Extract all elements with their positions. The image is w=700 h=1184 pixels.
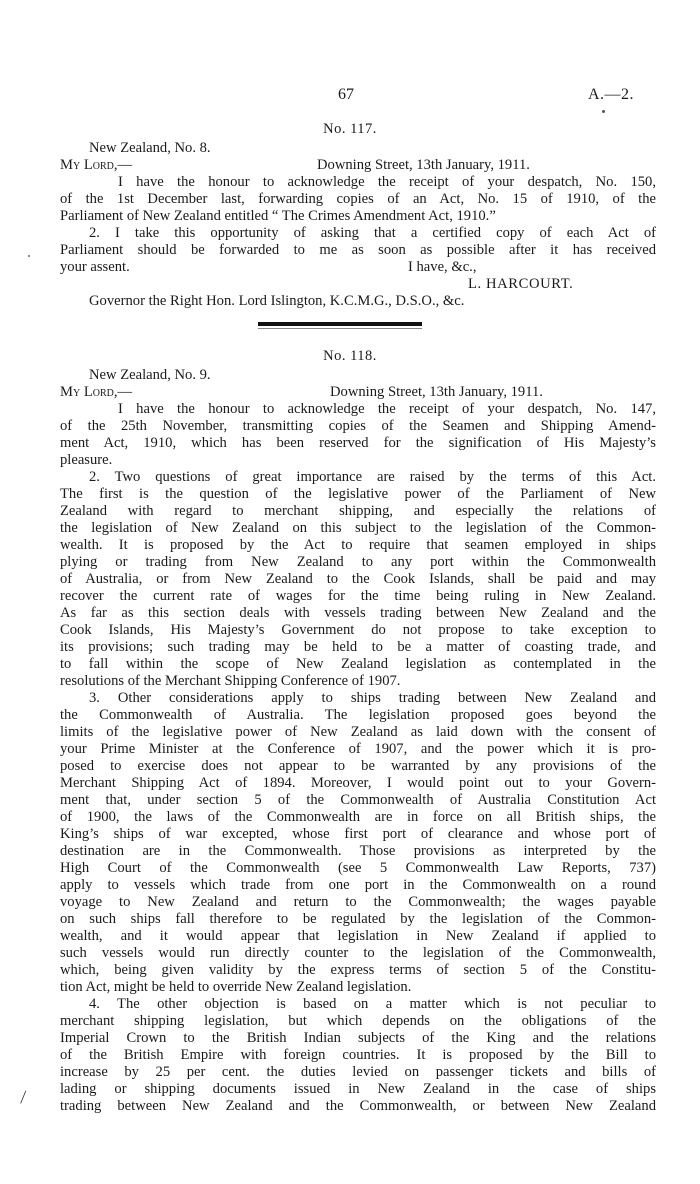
body-line: posed to exercise does not appear to be warranted by any provisions of the (60, 758, 656, 774)
body-line: plying or trading from New Zealand to any port within the Commonwealth (60, 554, 656, 570)
body-line: of the 25th November, transmitting copies of the Seamen and Shipping Amend- (60, 418, 656, 434)
body-line: High Court of the Commonwealth (see 5 Commonwealth Law Reports, 737) (60, 860, 656, 876)
body-line: King’s ships of war excepted, whose first port of clearance and whose port of (60, 826, 656, 842)
body-line: of 1900, the laws of the Commonwealth are in force on all British ships, the (60, 809, 656, 825)
ink-speck (28, 255, 30, 257)
body-line: limits of the legislative power of New Zealand as laid down with the consent of (60, 724, 656, 740)
body-line: Merchant Shipping Act of 1894. Moreover, I would point out to your Govern- (60, 775, 656, 791)
body-line: recover the current rate of wages for the time being ruling in New Zealand. (60, 588, 656, 604)
body-line: I have the honour to acknowledge the receipt of your despatch, No. 147, (118, 401, 656, 417)
body-line: As far as this section deals with vessels trading between New Zealand and the (60, 605, 656, 621)
body-line: 3. Other considerations apply to ships trading between New Zealand and (89, 690, 656, 706)
body-line: destination are in the Commonwealth. Those provisions as interpreted by the (60, 843, 656, 859)
page-header (0, 86, 700, 106)
body-line: which, being given validity by the express terms of section 5 of the Constitu- (60, 962, 656, 978)
addressee-line: Governor the Right Hon. Lord Islington, K.C.M.G., D.S.O., &c. (89, 293, 465, 309)
salutation: My Lord,— (60, 157, 133, 173)
body-line: of the British Empire with foreign countries. It is proposed by the Bill to (60, 1047, 656, 1063)
body-line: 2. Two questions of great importance are raised by the terms of this Act. (89, 469, 656, 485)
body-line: Parliament of New Zealand entitled “ The Crimes Amendment Act, 1910.” (60, 208, 496, 224)
recipient-line: New Zealand, No. 9. (89, 367, 211, 383)
body-line: Zealand with regard to merchant shipping, and especially the relations of (60, 503, 656, 519)
body-line: trading between New Zealand and the Commonwealth, or between New Zealand (60, 1098, 656, 1114)
body-line: such vessels would run directly counter to the legislation of the Commonwealth, (60, 945, 656, 961)
body-line: Parliament should be forwarded to me as soon as possible after it has received (60, 242, 656, 258)
margin-pencil-mark: ⟋ (16, 1089, 31, 1108)
closing-line: I have, &c., (408, 259, 477, 275)
body-line: lading or shipping documents issued in New Zealand in the case of ships (60, 1081, 656, 1097)
body-line: voyage to New Zealand and return to the Commonwealth; the wages payable (60, 894, 656, 910)
body-line: increase by 25 per cent. the duties levied on passenger tickets and bills of (60, 1064, 656, 1080)
body-line: tion Act, might be held to override New Zealand legislation. (60, 979, 412, 995)
body-line: your assent. (60, 259, 130, 275)
body-line: The first is the question of the legislative power of the Parliament of New (60, 486, 656, 502)
section-divider (258, 322, 422, 326)
body-line: its provisions; such trading may be held to be a matter of coasting trade, and (60, 639, 656, 655)
body-line: wealth. It is proposed by the Act to require that seamen employed in ships (60, 537, 656, 553)
body-line: wealth, and it would appear that legislation in New Zealand if applied to (60, 928, 656, 944)
dateline: Downing Street, 13th January, 1911. (330, 384, 543, 400)
body-line: of the 1st December last, forwarding copies of an Act, No. 15 of 1910, of the (60, 191, 656, 207)
document-reference: A.—2. (588, 86, 635, 103)
page-number: 67 (338, 86, 354, 103)
body-line: pleasure. (60, 452, 113, 468)
body-line: merchant shipping legislation, but which depends on the obligations of the (60, 1013, 656, 1029)
body-line: the Commonwealth of Australia. The legislation proposed goes beyond the (60, 707, 656, 723)
body-line: of Australia, or from New Zealand to the Cook Islands, shall be paid and may (60, 571, 656, 587)
body-line: the legislation of New Zealand on this subject to the legislation of the Common- (60, 520, 656, 536)
recipient-line: New Zealand, No. 8. (89, 140, 211, 156)
body-line: I have the honour to acknowledge the receipt of your despatch, No. 150, (118, 174, 656, 190)
body-line: ment that, under section 5 of the Commonwealth of Australia Constitution Act (60, 792, 656, 808)
body-line: Cook Islands, His Majesty’s Government do not propose to take exception to (60, 622, 656, 638)
body-line: 4. The other objection is based on a matter which is not peculiar to (89, 996, 656, 1012)
body-line: Imperial Crown to the British Indian subjects of the King and the relations (60, 1030, 656, 1046)
ink-speck (602, 110, 605, 113)
salutation: My Lord,— (60, 384, 133, 400)
body-line: ment Act, 1910, which has been reserved for the signification of His Majesty’s (60, 435, 656, 451)
dateline: Downing Street, 13th January, 1911. (317, 157, 530, 173)
letter-number: No. 118. (323, 348, 377, 364)
body-line: your Prime Minister at the Conference of 1907, and the power which it is pro- (60, 741, 656, 757)
body-line: apply to vessels which trade from one port in the Commonwealth on a round (60, 877, 656, 893)
body-line: resolutions of the Merchant Shipping Conference of 1907. (60, 673, 401, 689)
signature-name: L. HARCOURT. (468, 276, 574, 292)
letter-number: No. 117. (323, 121, 377, 137)
body-line: to fall within the scope of New Zealand legislation as contemplated in the (60, 656, 656, 672)
body-line: on such ships fall therefore to be regulated by the legislation of the Common- (60, 911, 656, 927)
body-line: 2. I take this opportunity of asking that a certified copy of each Act of (89, 225, 656, 241)
